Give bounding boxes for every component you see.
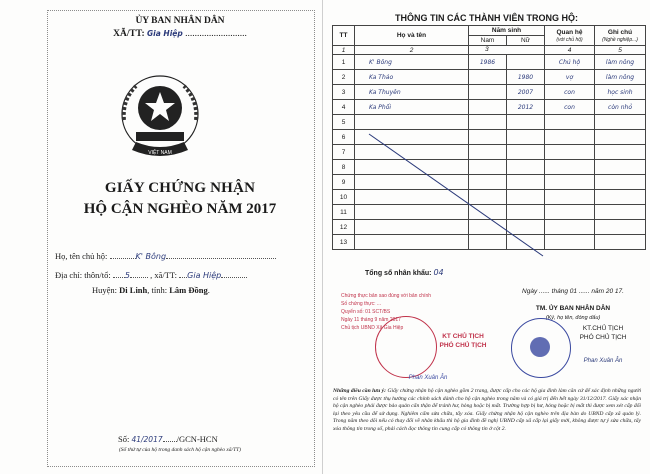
notes-section [333,388,641,434]
header-name: Họ và tên [355,26,469,46]
commune-value: Gia Hiệp [147,29,183,38]
cell-male [469,85,507,100]
column-number-row: 1 2 3 4 5 [333,46,646,55]
members-title: THÔNG TIN CÁC THÀNH VIÊN TRONG HỘ: [395,13,578,23]
national-emblem-icon [106,70,214,162]
cell-note [595,205,646,220]
certificate-title: GIẤY CHỨNG NHẬN [104,180,256,196]
cell-female: 2012 [507,100,545,115]
certification-stamp-text: Chứng thực bản sao đúng với bản chính Số chứng thực: ... Quyển số: 01 SCT/BS Ngày 11 tháng 9 năm 2017 Chủ tịch UBND Xã Gia Hiệp [341,293,432,331]
header-birth-year: Năm sinh [469,26,545,36]
cell-relation [545,115,595,130]
owner-line [55,250,276,261]
number-suffix: /GCN-HCN [176,434,218,444]
cell-relation: Chủ hộ [545,55,595,70]
cell-male: 1986 [469,55,507,70]
cell-note [595,130,646,145]
cell-relation: vợ [545,70,595,85]
cell-relation: con [545,100,595,115]
notes-title: Những điều cần lưu ý: [333,388,387,394]
signer-left: Phan Xuân Ân [408,375,448,381]
cell-note: làm nông [595,70,646,85]
cell-name [355,115,469,130]
tm-sign-note: (Ký, họ tên, đóng dấu) [545,315,601,321]
province-name: Lâm Đồng [169,285,208,295]
cell-name: Ka Thảo [355,70,469,85]
certificate-number-line [118,433,218,444]
cell-male [469,100,507,115]
header-note: Ghi chú (Nghề nghiệp...) [595,26,646,46]
cell-note [595,175,646,190]
table-row [333,115,646,130]
province-prefix: , tỉnh: [147,285,168,295]
household-members-page [323,0,650,474]
signer-right: Phan Xuân Ân [583,358,623,364]
cell-note [595,235,646,250]
address-commune-value: Gia Hiệp [187,271,222,280]
table-row [333,55,646,70]
table-row [333,100,646,115]
cell-relation: con [545,85,595,100]
issue-date: Ngày ...... tháng 01 ...... năm 20 17. [522,288,624,295]
notes-body: Giấy chứng nhận hộ cận nghèo gồm 2 trang, được cấp cho các hộ gia đình làm căn cứ để xác định những người có tên trên Giấy được thụ hưởng các chính sách dành cho hộ cận nghèo trong năm và có giá trị đến hết ngày 31/12/2017. Giấy xác nhận hộ cận nghèo phải được bảo quản cẩn thận để tránh hư, hỏng hoặc bị mất. Trường hợp bị hư, hỏng hoặc bị mất thì được xem xét cấp đổi lại theo yêu cầu để sử dụng. Nghiêm cấm sửa chữa, tẩy xóa. Giấy chứng nhận hộ cận nghèo trên địa bàn do UBND cấp xã quản lý. Trong năm theo dõi nếu có thay đổi về nhân khẩu thì hộ gia đình đề nghị UBND cấp xã cấp lại giấy mới, không được tự ý sửa chữa, tẩy xóa thông tin trong số, phải cách đọc thông tin cung cấp có thông tin ở cột 2. [333,388,642,432]
header-female: Nữ [507,36,545,46]
cell-tt: 6 [333,130,355,145]
certificate-subtitle: HỘ CẬN NGHÈO NĂM 2017 [83,201,277,217]
address-line [55,269,247,280]
tm-committee-label: TM. ỦY BAN NHÂN DÂN [535,305,611,312]
cell-tt: 1 [333,55,355,70]
number-note: (Số thứ tự của hộ trong danh sách hộ cận nghèo xã/TT) [118,447,242,453]
owner-label: Họ, tên chủ hộ: [55,251,108,261]
stamp-kt-chu-tich: KT CHỦ TỊCH [442,333,484,340]
certificate-cover-page [0,0,323,474]
table-row [333,70,646,85]
cell-tt: 7 [333,145,355,160]
header-male: Nam [469,36,507,46]
owner-value: K' Bông [135,252,167,261]
official-seal-right [511,318,571,378]
cell-note [595,145,646,160]
cell-tt: 2 [333,70,355,85]
cell-tt: 12 [333,220,355,235]
cell-tt: 13 [333,235,355,250]
kt-chu-tich-label: KT.CHỦ TỊCH [582,325,624,332]
cell-female [507,55,545,70]
cell-female: 2007 [507,85,545,100]
cell-note: học sinh [595,85,646,100]
address-hamlet-value: 5 [124,271,130,280]
cell-tt: 4 [333,100,355,115]
district-name: Di Linh [119,285,148,295]
cell-tt: 8 [333,160,355,175]
table-row [333,85,646,100]
cell-note: làm nông [595,55,646,70]
cell-tt: 9 [333,175,355,190]
stamp-pho-chu-tich: PHÓ CHỦ TỊCH [439,342,487,349]
table-header-row [333,26,646,36]
header-tt: TT [333,26,355,46]
cell-note [595,190,646,205]
cell-tt: 3 [333,85,355,100]
cell-tt: 5 [333,115,355,130]
cell-note [595,160,646,175]
cell-female: 1980 [507,70,545,85]
cell-name: K' Bông [355,55,469,70]
cell-name: Ka Thuyên [355,85,469,100]
number-value: 41/2017 [131,435,163,444]
header-relation: Quan hệ (với chủ hộ) [545,26,595,46]
cell-name: Ka Phối [355,100,469,115]
commune-label: XÃ/TT: [113,29,145,39]
cell-male [469,115,507,130]
cell-note: còn nhỏ [595,100,646,115]
pho-chu-tich-label: PHÓ CHỦ TỊCH [579,334,627,341]
total-label: Tổng số nhân khẩu: [365,270,432,277]
cell-note [595,220,646,235]
total-members [365,268,444,277]
district-line: Huyện: Di Linh, tỉnh: Lâm Đồng. [92,285,210,295]
address-label: Địa chỉ: thôn/tổ: [55,270,111,280]
strike-through-line [363,130,553,260]
cell-note [595,115,646,130]
cell-female [507,115,545,130]
cell-tt: 10 [333,190,355,205]
cell-tt: 11 [333,205,355,220]
authority-header: ỦY BAN NHÂN DÂN [135,16,225,26]
number-label: Số: [118,434,130,444]
district-prefix: Huyện: [92,285,118,295]
address-commune-label: , xã/TT: [150,270,178,280]
commune-header: XÃ/TT: Gia Hiệp .......................... [113,29,247,39]
emblem-ribbon-text: VIỆT NAM [148,150,172,156]
cell-male [469,70,507,85]
total-value: 04 [433,268,444,277]
